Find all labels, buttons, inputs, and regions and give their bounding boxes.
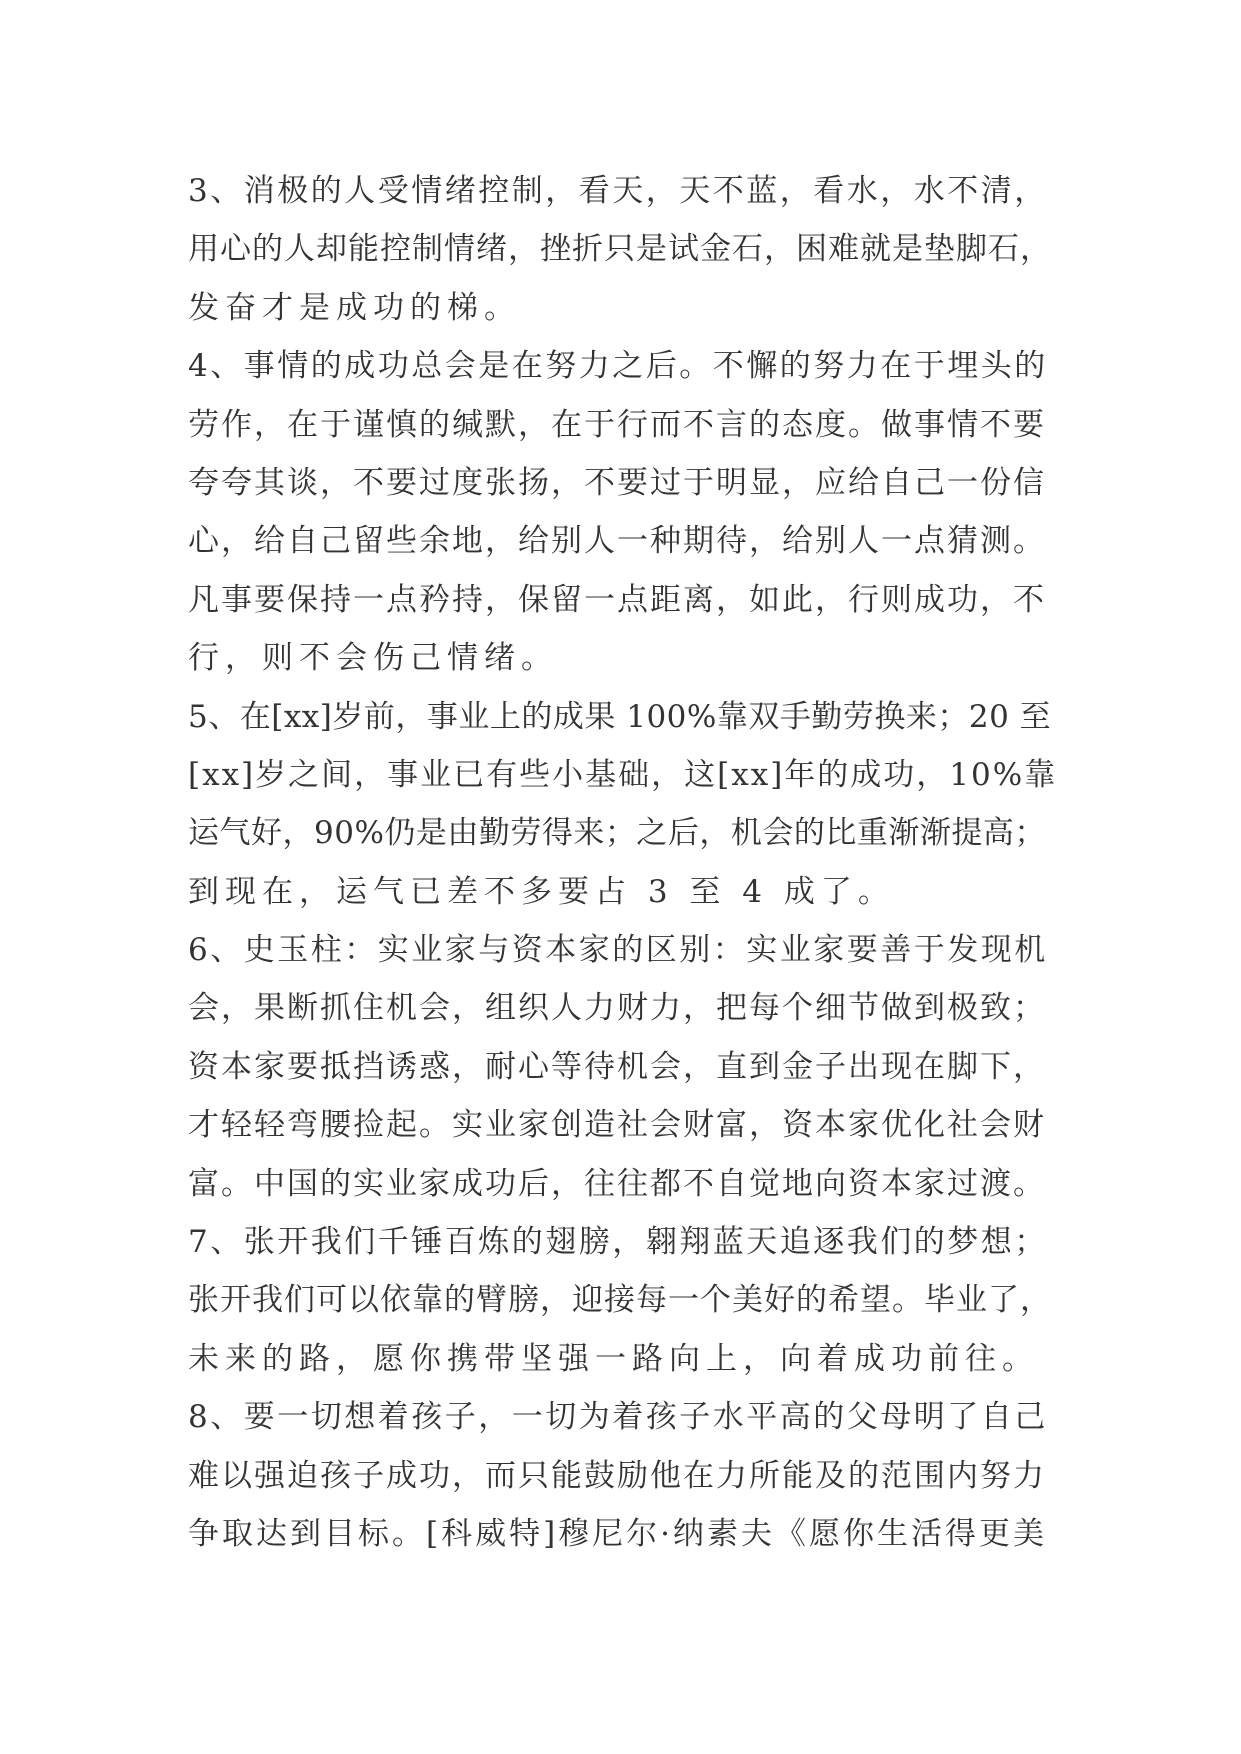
text-line: 8、要一切想着孩子，一切为着孩子水平高的父母明了自己 [188,1399,1048,1436]
paragraph-8 [188,1388,1058,1563]
text-line: 5、在[xx]岁前，事业上的成果 100%靠双手勤劳换来；20 至 [188,698,1052,735]
text-line: 发奋才是成功的梯。 [188,289,521,326]
text-line: 7、张开我们千锤百炼的翅膀，翱翔蓝天追逐我们的梦想； [188,1224,1048,1261]
text-line: [xx]岁之间，事业已有些小基础，这[xx]年的成功，10%靠 [188,756,1058,793]
paragraph-4 [188,337,1058,687]
text-line: 资本家要抵挡诱惑，耐心等待机会，直到金子出现在脚下， [188,1048,1046,1085]
text-line: 会，果断抓住机会，组织人力财力，把每个细节做到极致； [188,990,1046,1027]
text-line: 4、事情的成功总会是在努力之后。不懈的努力在于埋头的 [188,348,1048,385]
paragraph-7 [188,1213,1058,1388]
text-line: 劳作，在于谨慎的缄默，在于行而不言的态度。做事情不要 [188,406,1046,443]
text-line: 才轻轻弯腰捡起。实业家创造社会财富，资本家优化社会财 [188,1107,1046,1144]
paragraph-3 [188,162,1058,337]
text-line: 难以强迫孩子成功，而只能鼓励他在力所能及的范围内努力 [188,1457,1046,1494]
text-line: 未来的路，愿你携带坚强一路向上，向着成功前往。 [188,1340,1039,1377]
text-line: 凡事要保持一点矜持，保留一点距离，如此，行则成功，不 [188,581,1046,618]
text-line: 3、消极的人受情绪控制，看天，天不蓝，看水，水不清， [188,173,1048,209]
text-line: 夸夸其谈，不要过度张扬，不要过于明显，应给自己一份信 [188,464,1046,501]
text-line: 用心的人却能控制情绪，挫折只是试金石，困难就是垫脚石， [188,231,1052,268]
text-line: 运气好，90%仍是由勤劳得来；之后，机会的比重渐渐提高； [188,815,1046,852]
text-line: 争取达到目标。[科威特]穆尼尔·纳素夫《愿你生活得更美 [188,1515,1048,1552]
text-line: 张开我们可以依靠的臂膀，迎接每一个美好的希望。毕业了， [188,1282,1052,1319]
text-line: 富。中国的实业家成功后，往往都不自觉地向资本家过渡。 [188,1165,1046,1202]
document-body [188,162,1058,1563]
text-line: 6、史玉柱：实业家与资本家的区别：实业家要善于发现机 [188,932,1048,969]
text-line: 心，给自己留些余地，给别人一种期待，给别人一点猜测。 [188,523,1046,560]
text-line: 行，则不会伤己情绪。 [188,640,558,677]
paragraph-6 [188,921,1058,1213]
text-line: 到现在，运气已差不多要占 3 至 4 成了。 [188,873,895,910]
paragraph-5 [188,688,1058,922]
